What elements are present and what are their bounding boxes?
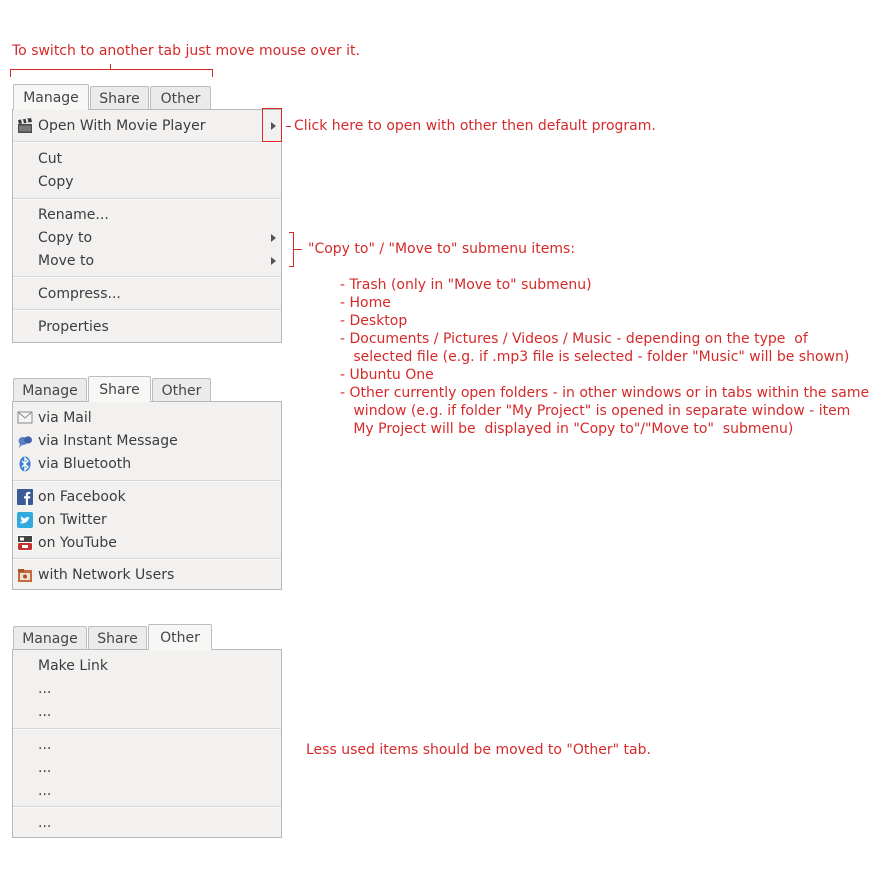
chat-bubbles-icon bbox=[17, 433, 33, 449]
placeholder-item[interactable]: ... bbox=[38, 815, 52, 831]
clapperboard-icon bbox=[17, 118, 33, 134]
share-on-facebook[interactable]: on Facebook bbox=[38, 489, 126, 505]
rename-item[interactable]: Rename... bbox=[38, 207, 109, 223]
separator bbox=[13, 558, 281, 560]
open-with-highlight-box bbox=[262, 108, 282, 142]
open-with-connector bbox=[286, 126, 291, 127]
manage-menu bbox=[12, 109, 282, 343]
copy-move-line: - Documents / Pictures / Videos / Music - depending on the type of bbox=[340, 331, 808, 347]
compress-item[interactable]: Compress... bbox=[38, 286, 121, 302]
copy-move-line: - Home bbox=[340, 295, 391, 311]
copy-move-bracket-top bbox=[289, 232, 294, 233]
placeholder-item[interactable]: ... bbox=[38, 704, 52, 720]
copy-move-line: - Trash (only in "Move to" submenu) bbox=[340, 277, 592, 293]
copy-to-item[interactable]: Copy to bbox=[38, 230, 93, 246]
tab-share[interactable]: Share bbox=[88, 626, 147, 650]
move-to-item[interactable]: Move to bbox=[38, 253, 95, 269]
share-via-mail[interactable]: via Mail bbox=[38, 410, 92, 426]
placeholder-item[interactable]: ... bbox=[38, 783, 52, 799]
share-via-im[interactable]: via Instant Message bbox=[38, 433, 178, 449]
facebook-icon bbox=[17, 489, 33, 505]
separator bbox=[13, 141, 281, 143]
share-via-bluetooth[interactable]: via Bluetooth bbox=[38, 456, 132, 472]
make-link-item[interactable]: Make Link bbox=[38, 658, 108, 674]
separator bbox=[13, 276, 281, 278]
tab-bracket-line bbox=[10, 69, 213, 70]
envelope-icon bbox=[17, 409, 33, 425]
tab-switch-note: To switch to another tab just move mouse over it. bbox=[12, 43, 360, 59]
tab-bracket-tick bbox=[110, 64, 111, 70]
move-to-submenu-arrow[interactable] bbox=[271, 257, 276, 265]
share-menu bbox=[12, 401, 282, 590]
tab-other[interactable]: Other bbox=[152, 378, 211, 402]
copy-item[interactable]: Copy bbox=[38, 174, 74, 190]
share-on-twitter[interactable]: on Twitter bbox=[38, 512, 107, 528]
cut-item[interactable]: Cut bbox=[38, 151, 63, 167]
separator bbox=[13, 728, 281, 730]
tab-share[interactable]: Share bbox=[90, 86, 149, 110]
copy-move-line: window (e.g. if folder "My Project" is opened in separate window - item bbox=[340, 403, 851, 419]
tab-other[interactable]: Other bbox=[150, 86, 211, 110]
copy-move-line: - Desktop bbox=[340, 313, 408, 329]
open-with-movie-player[interactable]: Open With Movie Player bbox=[38, 118, 206, 134]
tab-manage[interactable]: Manage bbox=[13, 84, 89, 110]
placeholder-item[interactable]: ... bbox=[38, 737, 52, 753]
copy-move-line: - Ubuntu One bbox=[340, 367, 434, 383]
other-menu bbox=[12, 649, 282, 838]
open-with-note: Click here to open with other then default program. bbox=[294, 118, 656, 134]
copy-move-bracket-bottom bbox=[289, 266, 294, 267]
less-used-note: Less used items should be moved to "Other" tab. bbox=[306, 742, 651, 758]
copy-move-note-title: "Copy to" / "Move to" submenu items: bbox=[308, 241, 576, 257]
separator bbox=[13, 309, 281, 311]
youtube-icon bbox=[17, 535, 33, 551]
tab-share[interactable]: Share bbox=[88, 376, 151, 402]
tab-other[interactable]: Other bbox=[148, 624, 212, 650]
separator bbox=[13, 198, 281, 200]
tab-bracket-right bbox=[212, 69, 213, 77]
bluetooth-icon bbox=[17, 456, 33, 472]
copy-move-line: My Project will be displayed in "Copy to"/"Move to" submenu) bbox=[340, 421, 794, 437]
separator bbox=[13, 480, 281, 482]
network-folder-icon bbox=[17, 567, 33, 583]
copy-move-line: selected file (e.g. if .mp3 file is selected - folder "Music" will be shown) bbox=[340, 349, 850, 365]
twitter-icon bbox=[17, 512, 33, 528]
properties-item[interactable]: Properties bbox=[38, 319, 109, 335]
tab-bracket-left bbox=[10, 69, 11, 77]
tab-manage[interactable]: Manage bbox=[13, 626, 87, 650]
copy-move-line: - Other currently open folders - in other windows or in tabs within the same bbox=[340, 385, 870, 401]
tab-manage[interactable]: Manage bbox=[13, 378, 87, 402]
separator bbox=[13, 806, 281, 808]
share-on-youtube[interactable]: on YouTube bbox=[38, 535, 117, 551]
copy-move-connector bbox=[294, 249, 302, 250]
copy-to-submenu-arrow[interactable] bbox=[271, 234, 276, 242]
placeholder-item[interactable]: ... bbox=[38, 681, 52, 697]
placeholder-item[interactable]: ... bbox=[38, 760, 52, 776]
share-with-network-users[interactable]: with Network Users bbox=[38, 567, 175, 583]
